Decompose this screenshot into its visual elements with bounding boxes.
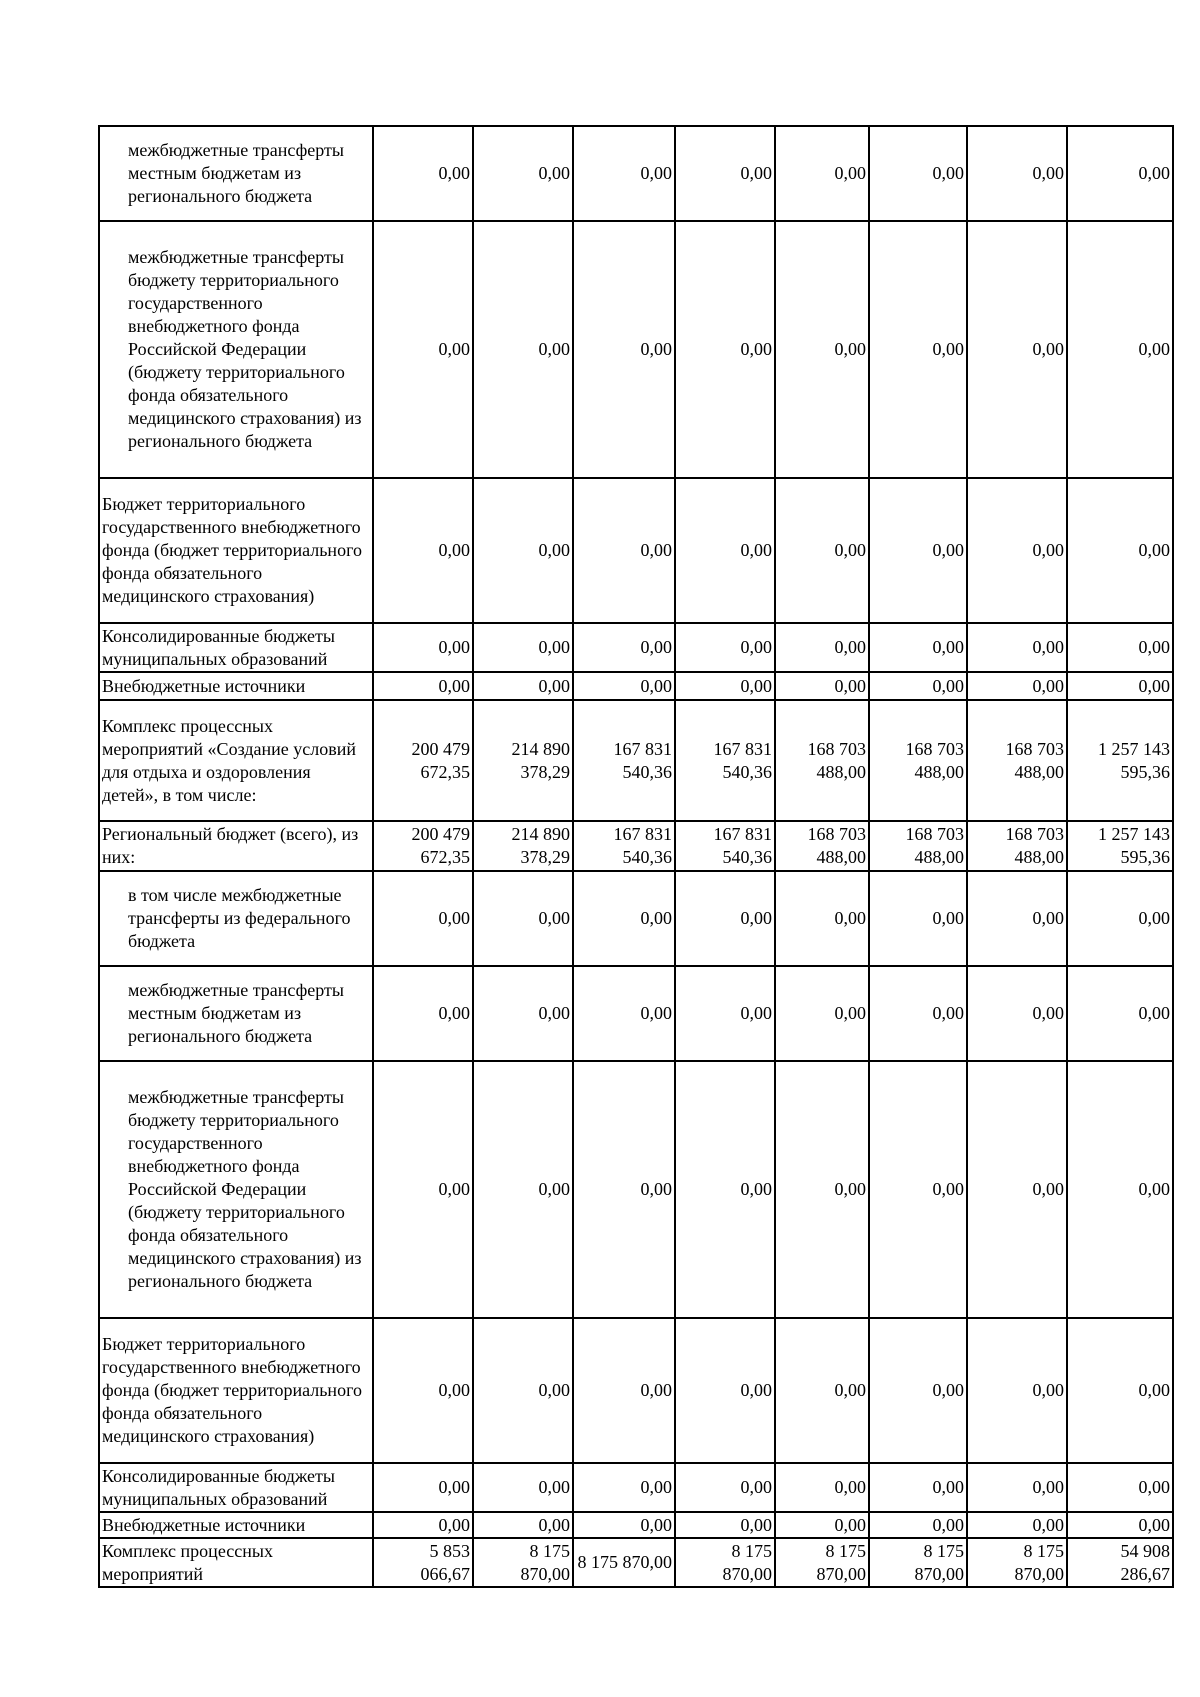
value-cell: 0,00 <box>869 1061 967 1318</box>
value-cell: 168 703 488,00 <box>967 821 1067 871</box>
value-cell: 0,00 <box>775 672 869 700</box>
value-cell: 0,00 <box>967 1512 1067 1538</box>
table-row <box>99 623 1173 672</box>
value-cell: 167 831 540,36 <box>573 700 675 821</box>
table-row <box>99 478 1173 623</box>
table-row <box>99 672 1173 700</box>
value-cell: 0,00 <box>869 1512 967 1538</box>
value-cell: 0,00 <box>473 1318 573 1463</box>
value-cell: 0,00 <box>473 126 573 221</box>
value-cell: 0,00 <box>967 478 1067 623</box>
row-label: Консолидированные бюджеты муниципальных образований <box>99 1463 373 1512</box>
table-row <box>99 1318 1173 1463</box>
value-cell: 0,00 <box>775 478 869 623</box>
value-cell: 0,00 <box>869 478 967 623</box>
value-cell: 0,00 <box>775 1512 869 1538</box>
value-cell: 8 175 870,00 <box>775 1538 869 1587</box>
value-cell: 0,00 <box>775 623 869 672</box>
table-row <box>99 1463 1173 1512</box>
row-label: Консолидированные бюджеты муниципальных образований <box>99 623 373 672</box>
value-cell: 0,00 <box>869 966 967 1061</box>
row-label: Региональный бюджет (всего), из них: <box>99 821 373 871</box>
value-cell: 0,00 <box>869 623 967 672</box>
value-cell: 0,00 <box>775 871 869 966</box>
value-cell: 0,00 <box>473 672 573 700</box>
value-cell: 0,00 <box>869 221 967 478</box>
value-cell: 5 853 066,67 <box>373 1538 473 1587</box>
value-cell: 8 175 870,00 <box>473 1538 573 1587</box>
value-cell: 0,00 <box>967 1318 1067 1463</box>
row-label: межбюджетные трансферты бюджету территориального государственного внебюджетного фонда Российской Федерации (бюджету территориального фонда обязательного медицинского страхования) из регионального бюджета <box>99 221 373 478</box>
value-cell: 0,00 <box>1067 871 1173 966</box>
value-cell: 0,00 <box>373 623 473 672</box>
value-cell: 0,00 <box>675 1318 775 1463</box>
value-cell: 0,00 <box>573 871 675 966</box>
value-cell: 168 703 488,00 <box>869 700 967 821</box>
value-cell: 0,00 <box>373 126 473 221</box>
value-cell: 0,00 <box>473 1463 573 1512</box>
budget-table-body <box>99 126 1173 1587</box>
budget-table <box>98 125 1174 1588</box>
value-cell: 0,00 <box>869 871 967 966</box>
table-row <box>99 966 1173 1061</box>
value-cell: 0,00 <box>775 126 869 221</box>
value-cell: 0,00 <box>967 672 1067 700</box>
value-cell: 0,00 <box>473 1061 573 1318</box>
value-cell: 0,00 <box>573 478 675 623</box>
value-cell: 0,00 <box>675 221 775 478</box>
value-cell: 0,00 <box>373 478 473 623</box>
table-row <box>99 221 1173 478</box>
value-cell: 0,00 <box>573 1318 675 1463</box>
value-cell: 0,00 <box>675 1512 775 1538</box>
value-cell: 0,00 <box>675 672 775 700</box>
value-cell: 0,00 <box>1067 1512 1173 1538</box>
value-cell: 0,00 <box>373 1512 473 1538</box>
value-cell: 214 890 378,29 <box>473 821 573 871</box>
value-cell: 8 175 870,00 <box>967 1538 1067 1587</box>
row-label: Бюджет территориального государственного внебюджетного фонда (бюджет территориального фонда обязательного медицинского страхования) <box>99 478 373 623</box>
value-cell: 0,00 <box>869 1463 967 1512</box>
value-cell: 0,00 <box>967 1463 1067 1512</box>
value-cell: 0,00 <box>675 623 775 672</box>
value-cell: 0,00 <box>869 126 967 221</box>
row-label: Внебюджетные источники <box>99 1512 373 1538</box>
value-cell: 1 257 143 595,36 <box>1067 821 1173 871</box>
value-cell: 200 479 672,35 <box>373 700 473 821</box>
value-cell: 0,00 <box>967 1061 1067 1318</box>
value-cell: 0,00 <box>473 623 573 672</box>
value-cell: 0,00 <box>775 1463 869 1512</box>
row-label: межбюджетные трансферты местным бюджетам из регионального бюджета <box>99 126 373 221</box>
value-cell: 167 831 540,36 <box>675 821 775 871</box>
value-cell: 0,00 <box>373 871 473 966</box>
value-cell: 0,00 <box>473 1512 573 1538</box>
value-cell: 54 908 286,67 <box>1067 1538 1173 1587</box>
table-row <box>99 1538 1173 1587</box>
value-cell: 0,00 <box>775 221 869 478</box>
row-label: межбюджетные трансферты местным бюджетам из регионального бюджета <box>99 966 373 1061</box>
table-row <box>99 700 1173 821</box>
value-cell: 0,00 <box>675 1463 775 1512</box>
value-cell: 0,00 <box>675 478 775 623</box>
table-row <box>99 871 1173 966</box>
value-cell: 0,00 <box>573 126 675 221</box>
value-cell: 0,00 <box>373 1463 473 1512</box>
value-cell: 0,00 <box>1067 478 1173 623</box>
table-row <box>99 126 1173 221</box>
row-label: в том числе межбюджетные трансферты из федерального бюджета <box>99 871 373 966</box>
value-cell: 0,00 <box>675 871 775 966</box>
value-cell: 214 890 378,29 <box>473 700 573 821</box>
value-cell: 0,00 <box>473 478 573 623</box>
value-cell: 0,00 <box>373 1318 473 1463</box>
value-cell: 168 703 488,00 <box>869 821 967 871</box>
value-cell: 0,00 <box>775 1318 869 1463</box>
value-cell: 8 175 870,00 <box>675 1538 775 1587</box>
value-cell: 0,00 <box>675 126 775 221</box>
value-cell: 0,00 <box>967 221 1067 478</box>
value-cell: 0,00 <box>967 623 1067 672</box>
value-cell: 167 831 540,36 <box>573 821 675 871</box>
value-cell: 0,00 <box>1067 966 1173 1061</box>
row-label: Внебюджетные источники <box>99 672 373 700</box>
value-cell: 0,00 <box>573 1061 675 1318</box>
value-cell: 8 175 870,00 <box>573 1538 675 1587</box>
value-cell: 0,00 <box>573 1512 675 1538</box>
table-row <box>99 821 1173 871</box>
value-cell: 1 257 143 595,36 <box>1067 700 1173 821</box>
value-cell: 0,00 <box>775 1061 869 1318</box>
value-cell: 167 831 540,36 <box>675 700 775 821</box>
value-cell: 0,00 <box>473 221 573 478</box>
value-cell: 0,00 <box>1067 1463 1173 1512</box>
value-cell: 200 479 672,35 <box>373 821 473 871</box>
row-label: Комплекс процессных мероприятий «Создание условий для отдыха и оздоровления детей», в том числе: <box>99 700 373 821</box>
value-cell: 0,00 <box>573 672 675 700</box>
value-cell: 0,00 <box>573 623 675 672</box>
table-row <box>99 1061 1173 1318</box>
value-cell: 0,00 <box>473 966 573 1061</box>
scan-header-mark <box>6 4 136 12</box>
value-cell: 0,00 <box>373 966 473 1061</box>
value-cell: 0,00 <box>775 966 869 1061</box>
value-cell: 0,00 <box>675 966 775 1061</box>
value-cell: 0,00 <box>373 221 473 478</box>
value-cell: 0,00 <box>1067 623 1173 672</box>
value-cell: 0,00 <box>967 126 1067 221</box>
value-cell: 0,00 <box>573 1463 675 1512</box>
value-cell: 0,00 <box>1067 221 1173 478</box>
value-cell: 0,00 <box>967 966 1067 1061</box>
value-cell: 0,00 <box>869 672 967 700</box>
row-label: межбюджетные трансферты бюджету территориального государственного внебюджетного фонда Российской Федерации (бюджету территориального фонда обязательного медицинского страхования) из регионального бюджета <box>99 1061 373 1318</box>
row-label: Бюджет территориального государственного внебюджетного фонда (бюджет территориального фонда обязательного медицинского страхования) <box>99 1318 373 1463</box>
value-cell: 168 703 488,00 <box>775 700 869 821</box>
value-cell: 0,00 <box>1067 126 1173 221</box>
value-cell: 0,00 <box>1067 1061 1173 1318</box>
value-cell: 0,00 <box>373 672 473 700</box>
value-cell: 0,00 <box>1067 672 1173 700</box>
value-cell: 8 175 870,00 <box>869 1538 967 1587</box>
table-row <box>99 1512 1173 1538</box>
value-cell: 168 703 488,00 <box>967 700 1067 821</box>
value-cell: 0,00 <box>869 1318 967 1463</box>
value-cell: 0,00 <box>1067 1318 1173 1463</box>
value-cell: 0,00 <box>675 1061 775 1318</box>
value-cell: 0,00 <box>573 966 675 1061</box>
value-cell: 0,00 <box>373 1061 473 1318</box>
value-cell: 168 703 488,00 <box>775 821 869 871</box>
value-cell: 0,00 <box>473 871 573 966</box>
value-cell: 0,00 <box>573 221 675 478</box>
row-label: Комплекс процессных мероприятий <box>99 1538 373 1587</box>
value-cell: 0,00 <box>967 871 1067 966</box>
